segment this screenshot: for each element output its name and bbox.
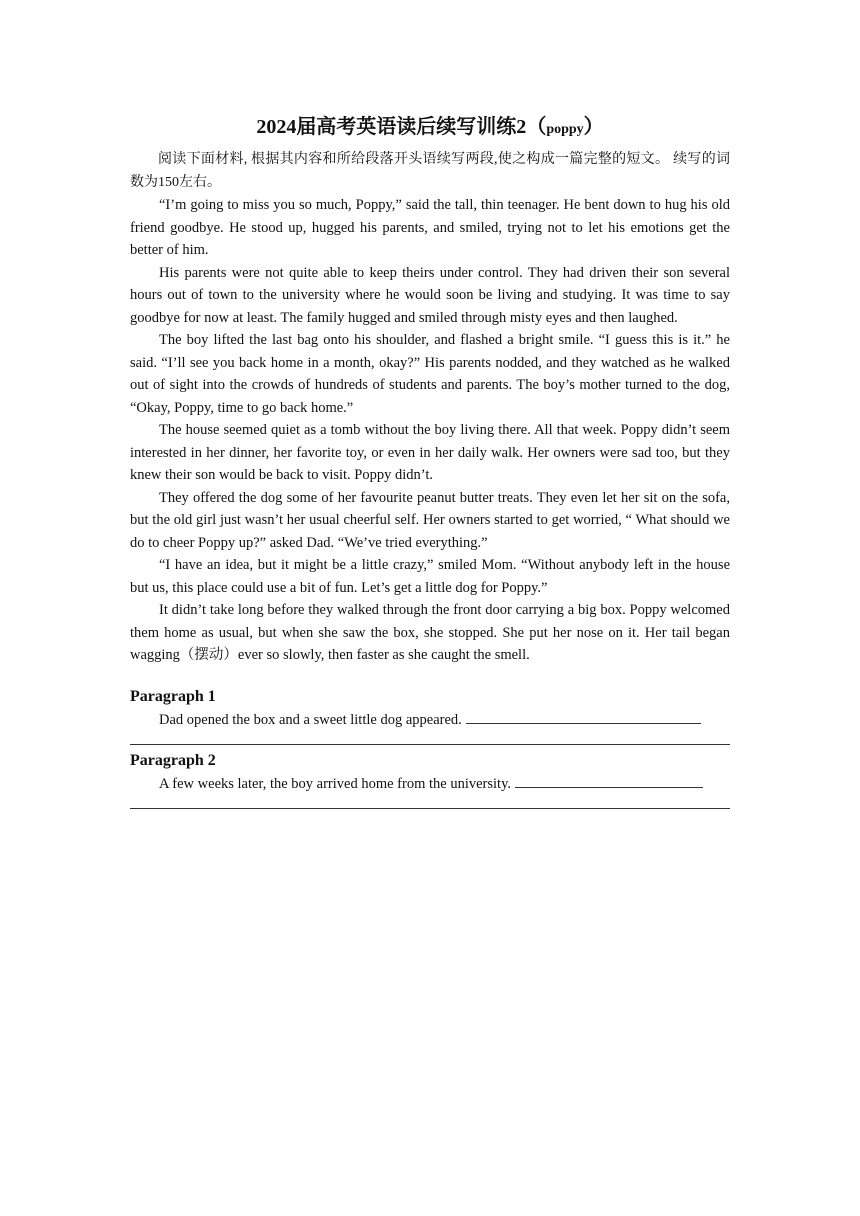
paragraph-1-heading: Paragraph 1 bbox=[130, 687, 216, 705]
story-paragraph: They offered the dog some of her favourite peanut butter treats. They even let her sit on the sofa, but the old girl just wasn’t her usual cheerful self. Her owners started to get worried, “ What should we do to cheer Poppy up?” asked Dad. “We’ve tried everything.” bbox=[130, 489, 730, 551]
paragraph-1-opening bbox=[130, 708, 730, 732]
paragraph-1-section bbox=[130, 683, 730, 745]
story-paragraph: The boy lifted the last bag onto his shoulder, and flashed a bright smile. “I guess this is it.” he said. “I’ll see you back home in a month, okay?” His parents nodded, and they watched as he walked out of sight into the crowds of hundreds of students and parents. The boy’s mother turned to the dog, “Okay, Poppy, time to go back home.” bbox=[130, 332, 730, 416]
paragraph-2-opening bbox=[130, 772, 730, 796]
title-paren-close: ） bbox=[583, 116, 604, 138]
paragraph-2-answer-blank[interactable] bbox=[515, 773, 703, 788]
title-main: 2024届高考英语读后续写训练2 bbox=[256, 116, 527, 138]
paragraph-2-answer-line[interactable] bbox=[130, 796, 730, 809]
story-paragraph: His parents were not quite able to keep theirs under control. They had driven their son several hours out of town to the university where he would soon be living and studying. It was time to say goodbye for now at least. The family hugged and smiled through misty eyes and then laughed. bbox=[130, 264, 730, 326]
section-gap bbox=[130, 667, 730, 683]
paragraph-2-heading: Paragraph 2 bbox=[130, 751, 216, 769]
paragraph-1-answer-line[interactable] bbox=[130, 732, 730, 745]
paragraph-1-opening-text: Dad opened the box and a sweet little dog appeared. bbox=[159, 711, 462, 728]
story-paragraph: It didn’t take long before they walked through the front door carrying a big box. Poppy welcomed them home as usual, but when she saw the box, she stopped. She put her nose on it. Her tail began wagging（摆动）ever so slowly, then faster as she caught the smell. bbox=[130, 602, 730, 663]
story-paragraph: The house seemed quiet as a tomb without the boy living there. All that week. Poppy didn’t seem interested in her dinner, her favorite toy, or even in her daily walk. Her owners were sad too, but they knew their son would be back to visit. Poppy didn’t. bbox=[130, 422, 730, 483]
document-page bbox=[130, 110, 730, 811]
instructions: 阅读下面材料, 根据其内容和所给段落开头语续写两段,使之构成一篇完整的短文。 续写的词数为150左右。 bbox=[130, 152, 730, 190]
story-paragraph: “I’m going to miss you so much, Poppy,” said the tall, thin teenager. He bent down to hug his old friend goodbye. He stood up, hugged his parents, and smiled, trying not to let his emotions get the better of him. bbox=[130, 197, 730, 258]
title-paren-open: （ bbox=[526, 116, 547, 138]
paragraph-2-opening-text: A few weeks later, the boy arrived home from the university. bbox=[159, 775, 512, 792]
paragraph-2-section bbox=[130, 747, 730, 809]
story-paragraph: “I have an idea, but it might be a little crazy,” smiled Mom. “Without anybody left in the house but us, this place could use a bit of fun. Let’s get a little dog for Poppy.” bbox=[130, 557, 730, 596]
paragraph-1-answer-blank[interactable] bbox=[466, 709, 701, 724]
title-subtitle: poppy bbox=[546, 122, 584, 137]
document-title bbox=[130, 110, 730, 147]
